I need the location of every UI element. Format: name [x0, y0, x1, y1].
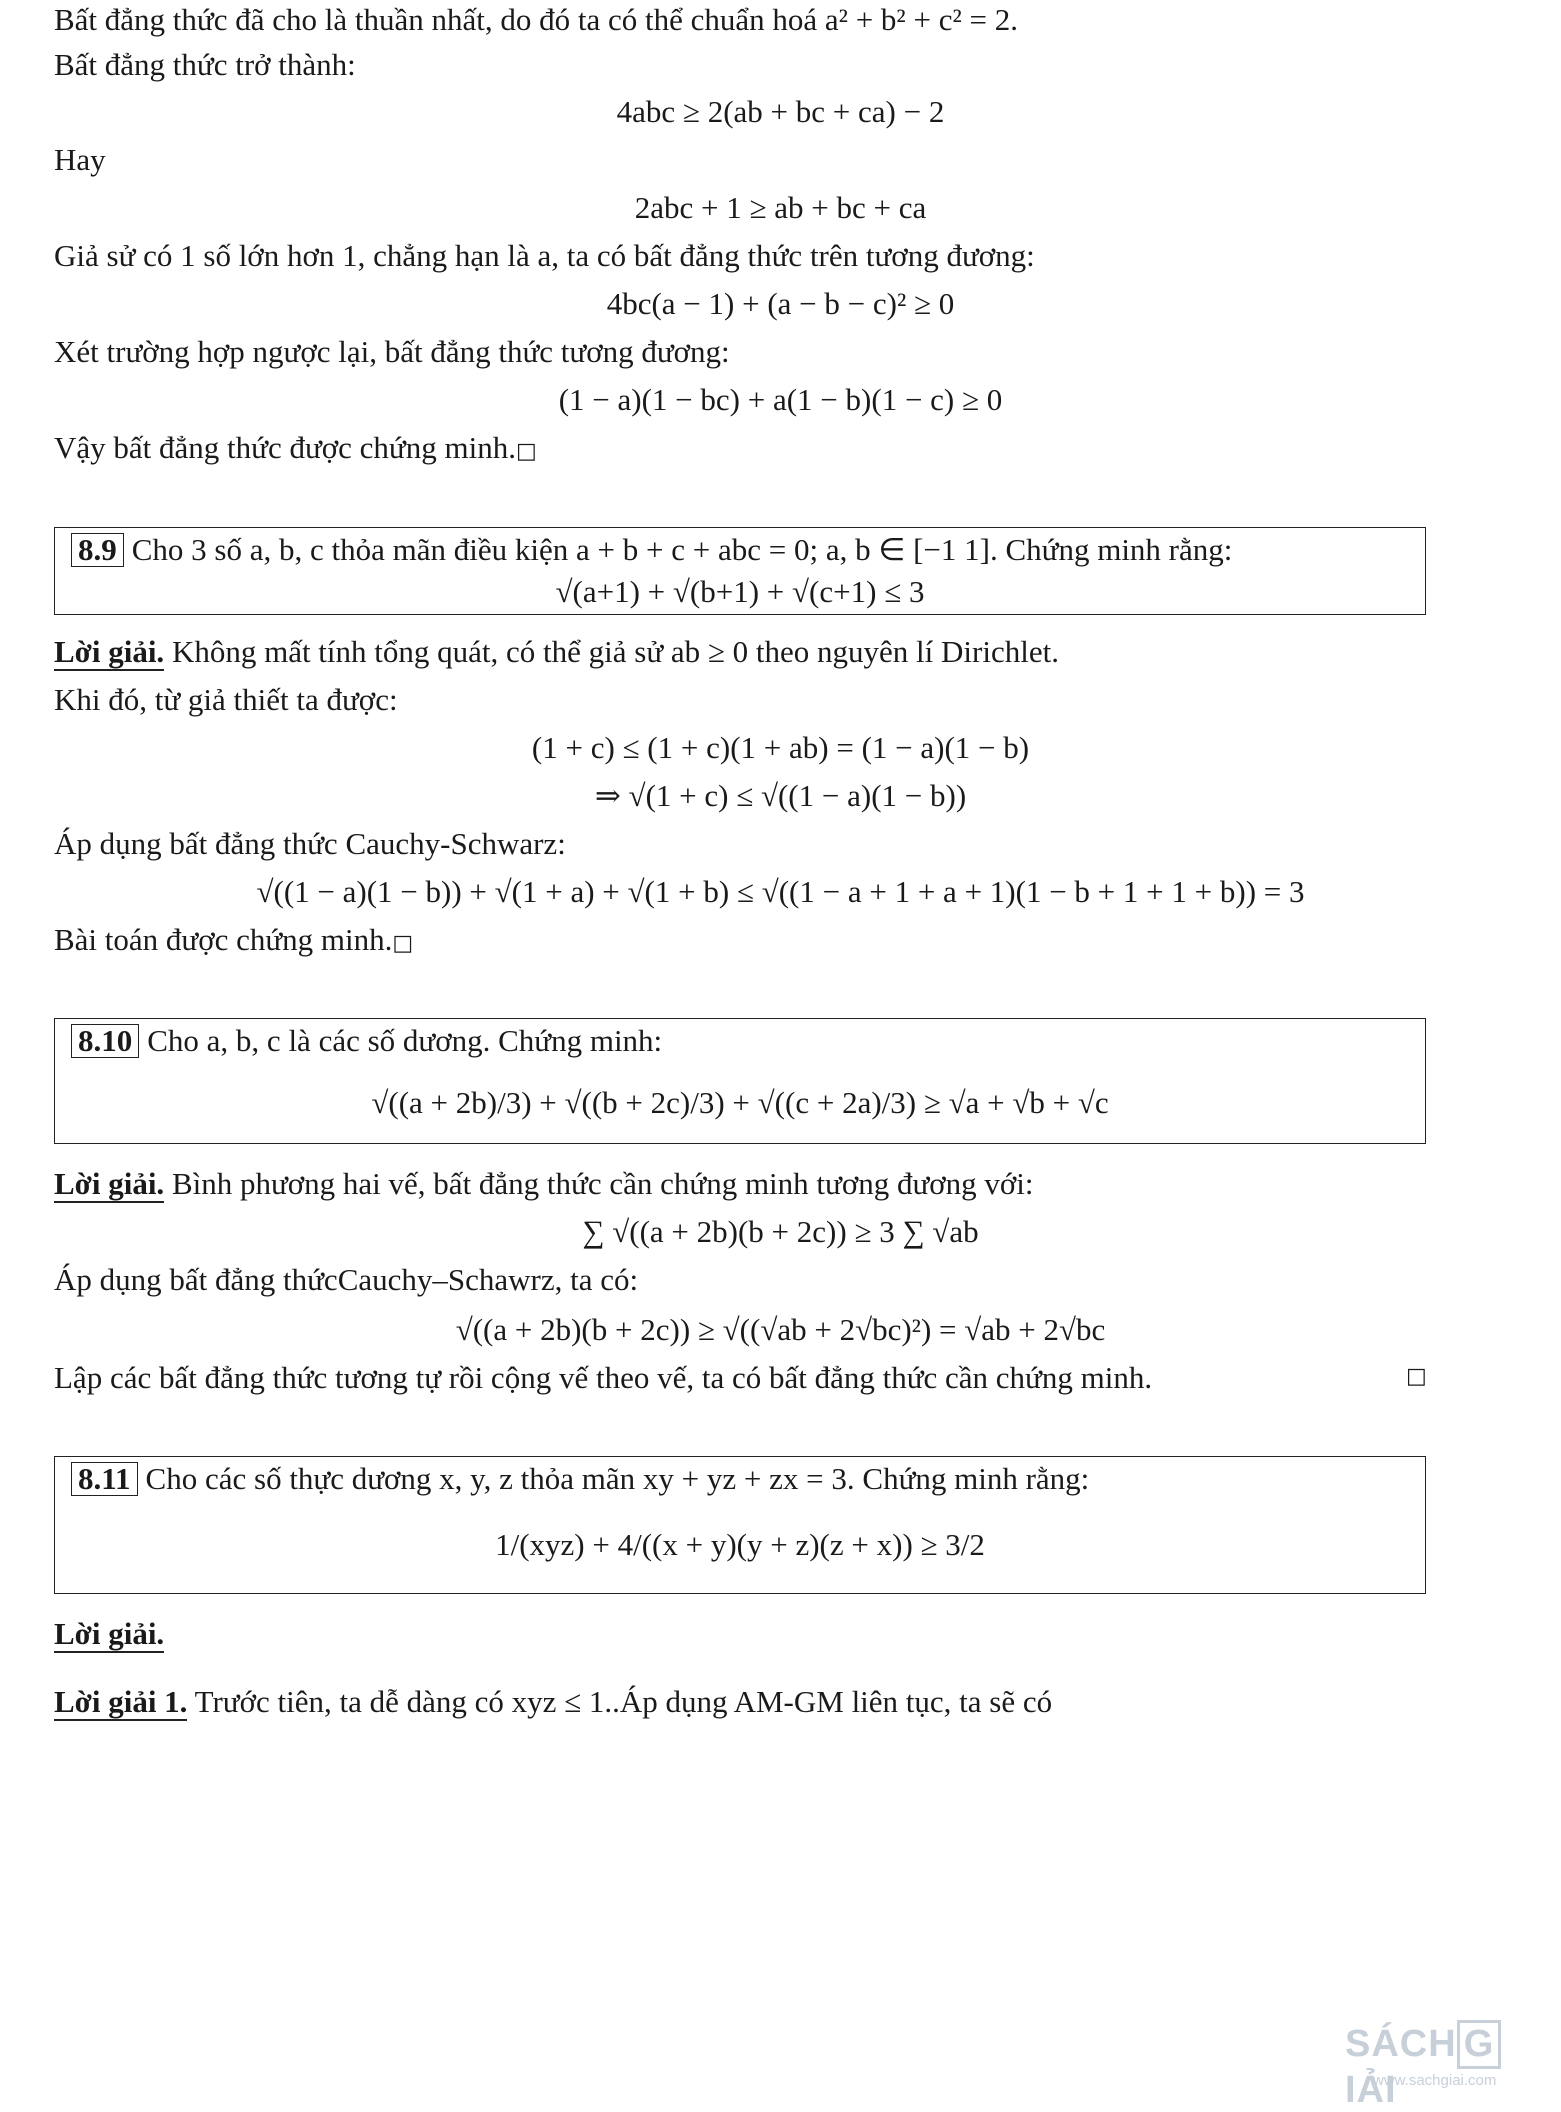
problem-number: 8.10 — [71, 1024, 139, 1058]
problem-statement — [71, 530, 1232, 570]
text-line: Bất đẳng thức đã cho là thuần nhất, do đó ta có thể chuẩn hoá a² + b² + c² = 2. — [54, 2, 1018, 37]
qed-icon: □ — [515, 439, 537, 464]
problem-text: Cho các số thực dương x, y, z thỏa mãn xy + yz + zx = 3. Chứng minh rằng: — [145, 1461, 1090, 1496]
text-line — [54, 920, 413, 964]
text-line: Hay — [54, 142, 106, 177]
solution-label: Lời giải. — [54, 1616, 165, 1651]
formula: √((a + 2b)(b + 2c)) ≥ √((√ab + 2√bc)²) = √ab + 2√bc — [455, 1312, 1106, 1347]
text-line — [54, 1164, 1034, 1204]
formula: 2abc + 1 ≥ ab + bc + ca — [634, 190, 927, 225]
text-line — [54, 1682, 1052, 1722]
text-line: Áp dụng bất đẳng thức Cauchy-Schwarz: — [54, 826, 566, 861]
sachgiai-logo — [1345, 2020, 1545, 2111]
conclusion-text: Vậy bất đẳng thức được chứng minh. — [54, 430, 516, 465]
problem-box-8-11 — [54, 1456, 1426, 1594]
formula: √((a + 2b)/3) + √((b + 2c)/3) + √((c + 2a)/3) ≥ √a + √b + √c — [371, 1085, 1109, 1120]
problem-number: 8.11 — [71, 1462, 138, 1496]
logo-url: www.sachgiai.com — [1373, 2072, 1497, 2089]
text-line — [54, 632, 1059, 672]
problem-box-8-9 — [54, 527, 1426, 615]
formula: 4abc ≥ 2(ab + bc + ca) − 2 — [616, 94, 945, 129]
qed-icon: □ — [1406, 1364, 1427, 1389]
problem-text: Cho a, b, c là các số dương. Chứng minh: — [147, 1023, 663, 1058]
problem-statement — [71, 1021, 662, 1061]
logo-g-box: G — [1457, 2020, 1502, 2069]
formula: √(a+1) + √(b+1) + √(c+1) ≤ 3 — [555, 574, 925, 609]
text-line: Xét trường hợp ngược lại, bất đẳng thức tương đương: — [54, 334, 730, 369]
text-line: Khi đó, từ giả thiết ta được: — [54, 682, 398, 717]
logo-text-a: SÁCH — [1345, 2023, 1457, 2065]
logo-text-c: IẢI — [1345, 2069, 1397, 2111]
problem-number: 8.9 — [71, 533, 124, 567]
text-line — [54, 428, 537, 472]
formula: 1/(xyz) + 4/((x + y)(y + z)(z + x)) ≥ 3/2 — [495, 1527, 985, 1562]
formula: 4bc(a − 1) + (a − b − c)² ≥ 0 — [606, 286, 955, 321]
problem-text: Cho 3 số a, b, c thỏa mãn điều kiện a + b + c + abc = 0; a, b ∈ [−1 1]. Chứng minh rằng: — [131, 532, 1233, 567]
problem-statement — [71, 1459, 1089, 1499]
text-line: Bất đẳng thức trở thành: — [54, 47, 356, 82]
formula: (1 + c) ≤ (1 + c)(1 + ab) = (1 − a)(1 − b) — [531, 730, 1030, 765]
text-line: Lập các bất đẳng thức tương tự rồi cộng vế theo vế, ta có bất đẳng thức cần chứng minh. — [54, 1360, 1153, 1395]
solution-text: Bình phương hai vế, bất đẳng thức cần chứng minh tương đương với: — [171, 1166, 1034, 1201]
text-line: Áp dụng bất đẳng thứcCauchy–Schawrz, ta có: — [54, 1262, 639, 1297]
conclusion-text: Bài toán được chứng minh. — [54, 922, 393, 957]
problem-box-8-10 — [54, 1018, 1426, 1144]
formula: ∑ √((a + 2b)(b + 2c)) ≥ 3 ∑ √ab — [582, 1214, 979, 1249]
solution-label: Lời giải. — [54, 634, 165, 669]
solution-text: Trước tiên, ta dễ dàng có xyz ≤ 1..Áp dụng AM-GM liên tục, ta sẽ có — [194, 1684, 1053, 1719]
formula: (1 − a)(1 − bc) + a(1 − b)(1 − c) ≥ 0 — [558, 382, 1003, 417]
formula: √((1 − a)(1 − b)) + √(1 + a) + √(1 + b) ≤ √((1 − a + 1 + a + 1)(1 − b + 1 + 1 + b)) = 3 — [256, 874, 1305, 909]
text-line — [54, 1614, 164, 1654]
solution-label-1: Lời giải 1. — [54, 1684, 188, 1719]
qed-icon: □ — [392, 931, 414, 956]
solution-label: Lời giải. — [54, 1166, 165, 1201]
solution-text: Không mất tính tổng quát, có thể giả sử ab ≥ 0 theo nguyên lí Dirichlet. — [171, 634, 1059, 669]
formula: ⇒ √(1 + c) ≤ √((1 − a)(1 − b)) — [594, 778, 967, 813]
text-line: Giả sử có 1 số lớn hơn 1, chẳng hạn là a, ta có bất đẳng thức trên tương đương: — [54, 238, 1035, 273]
